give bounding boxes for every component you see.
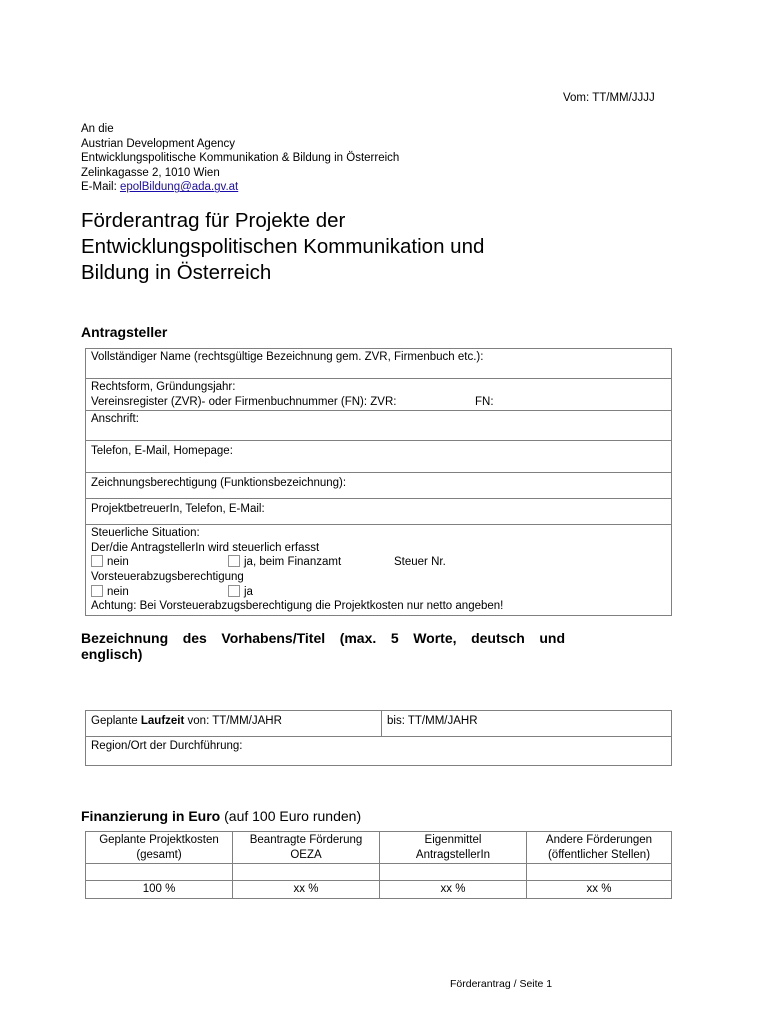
field-label: Rechtsform, Gründungsjahr: [91,381,236,393]
tax-number-label: Steuer Nr. [394,556,446,569]
tax-nein-option[interactable] [91,556,129,568]
field-label: von: TT/MM/JAHR [184,715,282,727]
option-label: ja, beim Finanzamt [244,556,342,569]
applicant-table [85,348,672,616]
percent-cell: xx % [233,881,380,899]
field-label: Vereinsregister (ZVR)- oder Firmenbuchnummer (FN): ZVR: [91,395,397,408]
section-heading-antragsteller: Antragsteller [81,324,168,340]
checkbox[interactable] [91,555,103,567]
field-label-bold: Laufzeit [140,715,185,727]
amount-cell[interactable] [233,864,380,881]
field-label: Vorsteuerabzugsberechtigung [91,570,244,583]
field-tax-situation [86,525,672,616]
field-contact[interactable] [86,441,672,473]
page-footer: Förderantrag / Seite 1 [450,978,553,990]
financing-table [85,831,672,899]
date-line: Vom: TT/MM/JJJJ [563,92,655,104]
address-line: An die [81,123,114,135]
amount-cell[interactable] [380,864,527,881]
field-label: Vollständiger Name (rechtsgültige Bezeichnung gem. ZVR, Firmenbuch etc.): [91,351,484,363]
address-line: Austrian Development Agency [81,137,236,150]
column-header: Eigenmittel AntragstellerIn [380,832,527,864]
field-label: bis: TT/MM/JAHR [387,715,478,727]
vat-ja-option[interactable] [228,585,253,600]
email-label: E-Mail: [81,181,120,194]
email-line [81,180,399,195]
column-header: Andere Förderungen (öffentlicher Stellen) [527,832,672,864]
field-legal-form[interactable] [86,379,672,411]
column-header: Beantragte Förderung OEZA [233,832,380,864]
section-heading-finanzierung [81,808,361,824]
field-label: Der/die AntragstellerIn wird steuerlich erfasst [91,541,320,554]
email-link[interactable]: epolBildung@ada.gv.at [119,181,239,194]
heading-bold: Finanzierung in Euro [81,808,221,824]
checkbox[interactable] [91,585,103,597]
title-line: Förderantrag für Projekte der [81,209,346,232]
heading-line: englisch) [81,646,143,662]
tax-ja-option[interactable] [228,555,341,570]
percent-cell: xx % [380,881,527,899]
warning-note: Achtung: Bei Vorsteuerabzugsberechtigung die Projektkosten nur netto angeben! [91,600,504,613]
field-label: Steuerliche Situation: [91,527,200,540]
vat-nein-option[interactable] [91,586,129,598]
field-label: Geplante [91,715,141,727]
field-address[interactable] [86,411,672,441]
document-title [81,208,484,286]
option-label: nein [107,585,129,598]
field-region[interactable] [86,737,672,766]
field-duration-to[interactable] [382,711,672,737]
recipient-address [81,122,399,195]
title-line: Bildung in Österreich [81,261,272,284]
option-label: nein [107,556,129,569]
checkbox[interactable] [228,555,240,567]
field-label: Zeichnungsberechtigung (Funktionsbezeichnung): [91,477,347,490]
option-label: ja [244,585,253,598]
heading-rest: (auf 100 Euro runden) [220,808,362,824]
percent-cell: xx % [527,881,672,899]
field-full-name[interactable] [86,349,672,379]
field-label: Telefon, E-Mail, Homepage: [91,445,233,458]
checkbox[interactable] [228,585,240,597]
heading-line: Bezeichnung des Vorhabens/Titel (max. 5 Worte, deutsch und [81,630,565,646]
field-signatory[interactable] [86,473,672,499]
field-label: FN: [475,395,494,408]
section-heading-vorhaben [81,630,565,662]
duration-table [85,710,672,766]
field-label: Region/Ort der Durchführung: [91,740,243,752]
field-duration-from[interactable] [86,711,382,737]
address-line: Entwicklungspolitische Kommunikation & Bildung in Österreich [81,152,400,165]
address-line: Zelinkagasse 2, 1010 Wien [81,166,220,179]
column-header: Geplante Projektkosten (gesamt) [86,832,233,864]
title-line: Entwicklungspolitischen Kommunikation und [81,235,485,258]
amount-cell[interactable] [527,864,672,881]
field-label: Anschrift: [91,413,139,426]
amount-cell[interactable] [86,864,233,881]
percent-cell: 100 % [86,881,233,899]
field-label: ProjektbetreuerIn, Telefon, E-Mail: [91,503,265,516]
field-project-contact[interactable] [86,499,672,525]
